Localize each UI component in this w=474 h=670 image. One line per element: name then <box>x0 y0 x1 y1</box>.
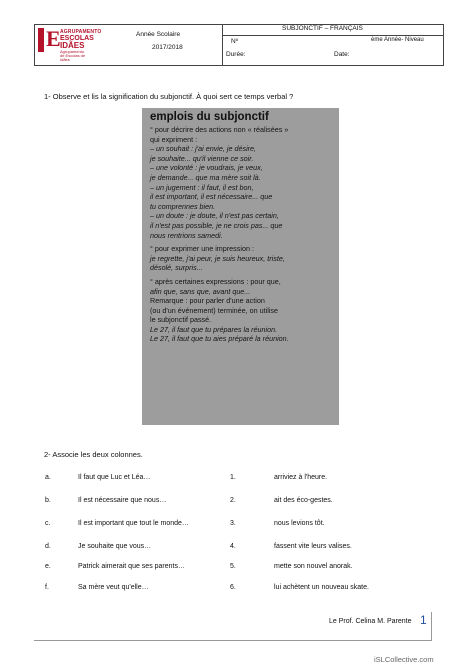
right-number: 1. <box>230 474 236 481</box>
book-line: Le 27, il faut que tu aies préparé la réunion. <box>150 334 289 344</box>
book-line: nous rentrions samedi. <box>150 230 223 240</box>
date-label: Date: <box>334 51 350 58</box>
book-line: – un doute : je doute, il n'est pas certain, <box>150 211 279 221</box>
school-year-label: Année Scolaire <box>136 31 181 38</box>
book-line: afin que, sans que, avant que... <box>150 286 251 296</box>
left-item: Il est nécessaire que nous… <box>78 497 167 504</box>
book-line: – un jugement : il faut, il est bon, <box>150 182 254 192</box>
book-line: désolé, surpris... <box>150 263 203 273</box>
left-item: Il est important que tout le monde… <box>78 520 189 527</box>
book-line: le subjonctif passé. <box>150 315 212 325</box>
right-item: fassent vite leurs valises. <box>274 543 352 550</box>
left-item: Sa mère veut qu'elle… <box>78 584 149 591</box>
right-number: 6. <box>230 584 236 591</box>
subjonctif-book-image <box>142 108 339 425</box>
left-letter: b. <box>45 497 51 504</box>
book-line: – un souhait : j'ai envie, je désire, <box>150 144 257 154</box>
left-item: Je souhaite que vous… <box>78 543 152 550</box>
book-line: qui expriment : <box>150 134 198 144</box>
right-item: ait des éco-gestes. <box>274 497 333 504</box>
book-line: Le 27, il faut que tu prépares la réunion. <box>150 324 278 334</box>
number-label: Nº <box>231 38 239 45</box>
right-number: 2. <box>230 497 236 504</box>
school-year: 2017/2018 <box>152 44 183 51</box>
book-line: ° après certaines expressions : pour que, <box>150 276 281 286</box>
book-line: il est important, il est nécessaire... que <box>150 192 273 202</box>
right-item: nous levions tôt. <box>274 520 325 527</box>
book-line: je souhaite... qu'il vienne ce soir. <box>150 153 254 163</box>
footer-vertical-rule <box>431 612 432 640</box>
subject-title: SUBJONCTIF – FRANÇAIS <box>282 25 363 32</box>
book-line: ° pour décrire des actions non « réalisées » <box>150 125 289 134</box>
page-number: 1 <box>420 613 427 627</box>
level-label: ème Année- Niveau <box>371 37 424 43</box>
logo-letter: E <box>46 26 61 51</box>
book-line: (ou d'un événement) terminée, on utilise <box>150 305 279 315</box>
book-line: il n'est pas possible, je ne crois pas... que <box>150 220 283 230</box>
left-item: Il faut que Luc et Léa… <box>78 474 151 481</box>
logo-line1: AGRUPAMENTO <box>60 29 102 35</box>
school-logo <box>36 26 102 62</box>
book-line: Remarque : pour parler d'une action <box>150 296 265 306</box>
left-letter: a. <box>45 474 51 481</box>
logo-line4: Agrupamento de Escolas de Idães <box>60 49 86 62</box>
left-letter: d. <box>45 543 51 550</box>
left-letter: c. <box>45 520 51 527</box>
logo-bar <box>38 28 44 52</box>
right-item: lui achètent un nouveau skate. <box>274 584 369 591</box>
header-row-line <box>222 35 443 36</box>
watermark: iSLCollective.com <box>374 655 434 664</box>
duration-label: Durée: <box>226 51 246 58</box>
right-number: 5. <box>230 563 236 570</box>
footer-author: Le Prof. Celina M. Parente <box>329 618 412 625</box>
book-line: ° pour exprimer une impression : <box>150 244 254 254</box>
book-line: tu comprennes bien. <box>150 201 216 211</box>
book-line: je regrette, j'ai peur, je suis heureux, triste, <box>150 253 285 263</box>
right-item: mette son nouvel anorak. <box>274 563 353 570</box>
left-letter: e. <box>45 563 51 570</box>
left-letter: f. <box>45 584 49 591</box>
book-title: emplois du subjonctif <box>150 111 269 123</box>
right-number: 3. <box>230 520 236 527</box>
logo-line3: IDÃES <box>60 41 85 50</box>
question-1: 1- Observe et lis la signification du subjonctif. À quoi sert ce temps verbal ? <box>44 92 294 101</box>
left-item: Patrick aimerait que ses parents… <box>78 563 185 570</box>
question-2: 2- Associe les deux colonnes. <box>44 450 143 459</box>
logo-line2: ESCOLAS <box>60 35 94 42</box>
book-content <box>146 110 332 344</box>
right-item: arriviez à l'heure. <box>274 474 328 481</box>
right-number: 4. <box>230 543 236 550</box>
header-divider <box>222 25 223 65</box>
book-line: je demande... que ma mère soit là. <box>150 172 261 182</box>
footer-rule <box>34 640 432 641</box>
book-line: – une volonté : je voudrais, je veux, <box>150 163 263 173</box>
